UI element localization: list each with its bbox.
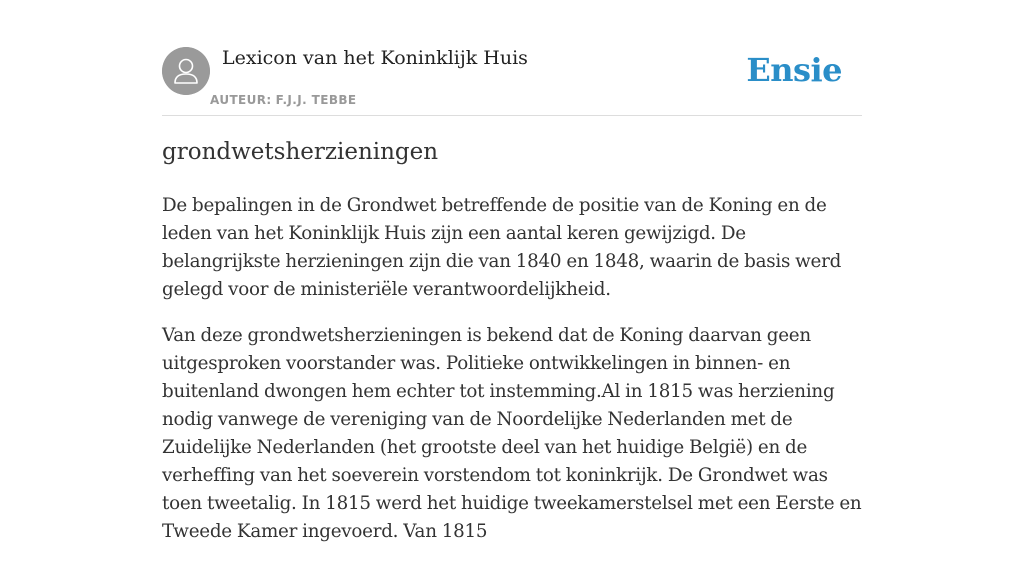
article-paragraph: Van deze grondwetsherzieningen is bekend dat de Koning daarvan geen uitgesproken voorstander was. Politieke ontwikkelingen in binnen- en buitenland dwongen hem echter tot instemming.Al in 1815 was herziening nodig vanwege de vereniging van de Noordelijke Nederlanden met de Zuidelijke Nederlanden (het grootste deel van het huidige België) en de verheffing van het soeverein vorstendom tot koninkrijk. De Grondwet was toen tweetalig. In 1815 werd het huidige tweekamerstelsel met een Eerste en Tweede Kamer ingevoerd. Van 1815	[162, 325, 862, 542]
article-title: grondwetsherzieningen	[162, 139, 439, 165]
user-placeholder-icon[interactable]	[162, 47, 210, 95]
page-header	[162, 0, 862, 116]
brand-logo[interactable]: Ensie	[746, 51, 842, 89]
author-name[interactable]: F.J.J. TEBBE	[275, 93, 357, 107]
article-paragraph: De bepalingen in de Grondwet betreffende de positie van de Koning en de leden van het Koninklijk Huis zijn een aantal keren gewijzigd. De belangrijkste herzieningen zijn die van 1840 en 1848, waarin de basis werd gelegd voor de ministeriële verantwoordelijkheid.	[162, 195, 842, 300]
author-line	[210, 93, 357, 107]
article-body	[162, 192, 862, 564]
page-container	[162, 0, 862, 542]
author-prefix: AUTEUR:	[210, 93, 272, 107]
book-title[interactable]: Lexicon van het Koninklijk Huis	[222, 47, 528, 69]
